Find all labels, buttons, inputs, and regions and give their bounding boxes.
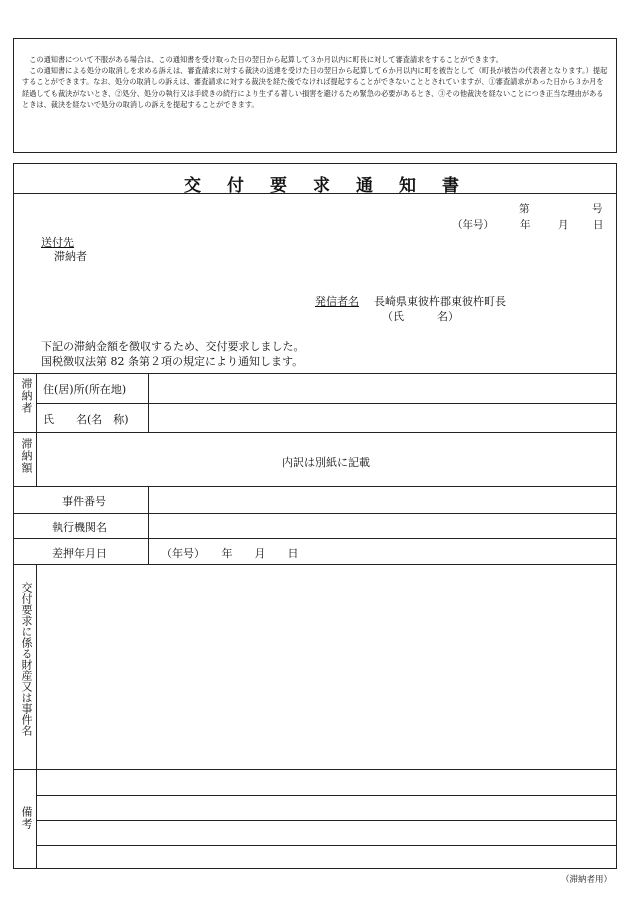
property-label: 交付要求に係る財産又は事件名 [20, 582, 33, 736]
recipient-label: 送付先 [41, 236, 74, 249]
divider [36, 373, 37, 486]
recipient-sub: 滞納者 [54, 250, 87, 263]
sender-shimei: （氏 名） [382, 310, 459, 323]
notice-paragraph-2: この通知書による処分の取消しを求める訴えは、審査請求に対する裁決の送達を受けた日の翌日から起算して６か月以内に町を被告として（町長が被告の代表者となります。）提起することができます。なお、処分の取消しの訴えは、審査請求に対する裁決を経た後でなければ提起することができないこととされていますが、①審査請求があった日から３か月を経過しても裁決がないとき、②処分、処分の執行又は手続きの続行により生ずる著しい損害を避けるため緊急の必要があるとき、③その他裁決を経ないことにつき正当な理由があるときは、裁決を経ないで処分の取消しの訴えを提起することができます。 [22, 66, 608, 109]
date-year: 年 [520, 219, 531, 231]
seizure-date-label: 差押年月日 [52, 547, 107, 560]
divider [36, 795, 616, 796]
notice-paragraph-1: この通知書について不服がある場合は、この通知書を受け取った日の翌日から起算して３か月以内に町長に対して審査請求をすることができます。 [29, 55, 503, 64]
divider [36, 845, 616, 846]
date-day: 日 [593, 219, 604, 231]
execution-agency-label: 執行機関名 [52, 521, 107, 534]
date-month: 月 [558, 219, 569, 231]
address-label: 住(居)所(所在地) [43, 383, 127, 396]
divider [14, 564, 616, 565]
appeal-notice-box [13, 38, 617, 153]
form-title: 交付要求通知書 [184, 176, 485, 196]
name-label: 氏 名(名 称) [43, 413, 129, 426]
divider [14, 432, 616, 433]
seizure-date-value: （年号） 年 月 日 [161, 547, 299, 560]
divider [148, 373, 149, 432]
sender-name: 長崎県東彼杵郡東彼杵町長 [374, 295, 506, 308]
body-line-1: 下記の滞納金額を徴収するため、交付要求しました。 [41, 340, 305, 353]
divider [14, 513, 616, 514]
divider [36, 403, 616, 404]
number-go: 号 [592, 203, 603, 215]
case-number-label: 事件番号 [62, 495, 106, 508]
divider [14, 769, 616, 770]
amount-value: 内訳は別紙に記載 [282, 456, 370, 469]
divider [148, 486, 149, 564]
divider [36, 564, 37, 869]
date-era: （年号） [452, 219, 494, 231]
body-line-2: 国税徴収法第 82 条第２項の規定により通知します。 [41, 355, 304, 368]
delinquent-label: 滞納者 [20, 378, 33, 414]
number-dai: 第 [519, 203, 530, 215]
divider [14, 193, 616, 194]
amount-label: 滞納額 [20, 438, 33, 474]
remarks-label: 備考 [20, 806, 33, 830]
sender-label: 発信者名 [315, 295, 359, 308]
divider [14, 486, 616, 487]
divider [14, 373, 616, 374]
divider [14, 538, 616, 539]
copy-designation: （滞納者用） [560, 875, 612, 885]
notification-form [13, 163, 617, 869]
divider [36, 820, 616, 821]
